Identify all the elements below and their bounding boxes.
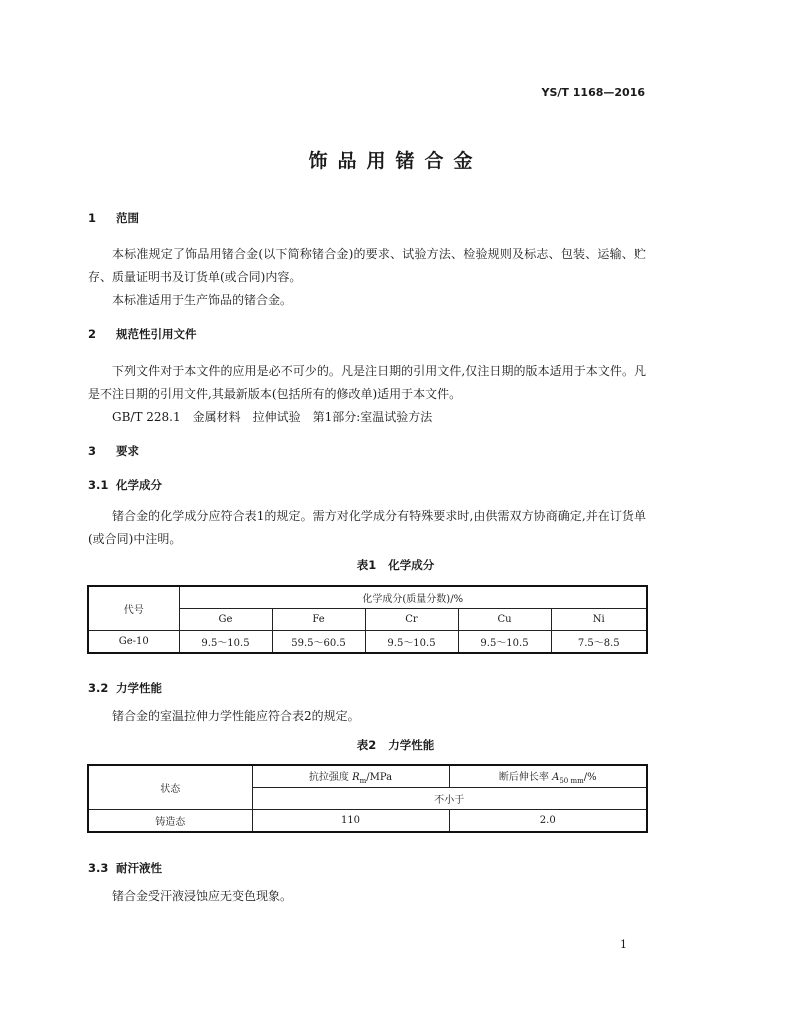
section-number: 3.2 [88,681,109,695]
paragraph: 下列文件对于本文件的应用是必不可少的。凡是注日期的引用文件,仅注日期的版本适用于本文件。凡是不注日期的引用文件,其最新版本(包括所有的修改单)适用于本文件。 [88,364,646,401]
section-2-heading [88,326,197,342]
cell-elongation: 2.0 [449,810,647,833]
cell-value: 9.5～10.5 [458,631,551,654]
table-2-caption [0,737,791,753]
caption-title: 化学成分 [388,558,435,572]
section-3-1-heading [88,477,162,493]
page-number: 1 [620,938,627,951]
cell-value: 9.5～10.5 [179,631,272,654]
paragraph: 本标准适用于生产饰品的锗合金。 [112,293,293,307]
section-number: 1 [88,211,97,225]
paragraph: 锗合金的室温拉伸力学性能应符合表2的规定。 [112,709,360,723]
cell-value: 59.5～60.5 [272,631,365,654]
section-number: 3 [88,444,97,458]
document-title: 饰品用锗合金 [308,150,483,172]
section-1-heading [88,210,139,226]
cell-state: 铸造态 [88,810,252,833]
header-code: 代号 [88,586,179,631]
header-tensile-strength: 抗拉强度 $R_m$/MPa [252,765,449,788]
table-1-caption [0,557,791,573]
header-element: Ge [179,609,272,631]
header-element: Fe [272,609,365,631]
section-2-body [88,360,646,429]
standard-code: YS/T 1168—2016 [541,86,645,99]
section-title: 范围 [116,211,139,225]
section-title: 力学性能 [116,681,162,695]
header-element: Cu [458,609,551,631]
caption-title: 力学性能 [388,738,435,752]
cell-value: 7.5～8.5 [551,631,647,654]
header-element: Cr [365,609,458,631]
header-minimum-note: 不小于 [252,788,647,810]
section-number: 3.1 [88,478,109,492]
section-3-heading [88,443,139,459]
paragraph: 本标准规定了饰品用锗合金(以下简称锗合金)的要求、试验方法、检验规则及标志、包装、运输、贮存、质量证明书及订货单(或合同)内容。 [88,247,646,284]
section-title: 规范性引用文件 [116,327,197,341]
header-state: 状态 [88,765,252,810]
section-3-2-heading [88,680,162,696]
caption-number: 表2 [356,738,377,752]
section-title: 耐汗液性 [116,861,162,875]
header-element: Ni [551,609,647,631]
section-3-3-heading [88,860,162,876]
cell-value: 9.5～10.5 [365,631,458,654]
section-3-1-body [88,505,646,551]
header-composition: 化学成分(质量分数)/% [179,586,647,609]
chemical-composition-table [87,585,648,654]
cell-tensile: 110 [252,810,449,833]
paragraph: 锗合金的化学成分应符合表1的规定。需方对化学成分有特殊要求时,由供需双方协商确定,并在订货单(或合同)中注明。 [88,509,646,546]
reference-item: GB/T 228.1 金属材料 拉伸试验 第1部分:室温试验方法 [112,410,433,424]
section-number: 2 [88,327,97,341]
section-3-3-body [88,885,646,908]
section-title: 要求 [116,444,139,458]
cell-code: Ge-10 [88,631,179,654]
section-number: 3.3 [88,861,109,875]
caption-number: 表1 [356,558,377,572]
mechanical-properties-table [87,764,648,833]
section-3-2-body [88,705,646,728]
paragraph: 锗合金受汗液浸蚀应无变色现象。 [112,889,293,903]
section-title: 化学成分 [116,478,162,492]
header-elongation: 断后伸长率 $A_{50 mm}/\%$ [449,765,647,788]
section-1-body [88,243,646,312]
